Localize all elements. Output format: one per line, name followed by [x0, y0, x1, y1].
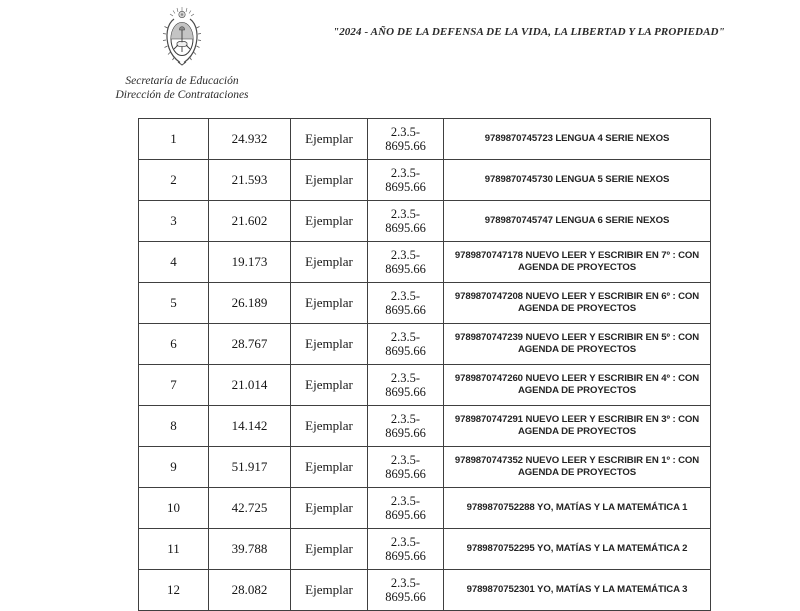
cell-item-index: 3: [139, 201, 209, 242]
cell-quantity: 51.917: [209, 447, 291, 488]
cell-unit: Ejemplar: [291, 283, 368, 324]
cell-unit: Ejemplar: [291, 406, 368, 447]
cell-description: 9789870752301 YO, MATÍAS Y LA MATEMÁTICA 3: [444, 570, 711, 611]
cell-quantity: 26.189: [209, 283, 291, 324]
budget-code-line-2: 8695.66: [385, 221, 426, 235]
cell-budget-code: [368, 365, 444, 406]
budget-code-line-1: 2.3.5-: [390, 207, 421, 221]
table-row: [139, 119, 711, 160]
cell-item-index: 7: [139, 365, 209, 406]
budget-code-line-1: 2.3.5-: [390, 330, 421, 344]
cell-quantity: 24.932: [209, 119, 291, 160]
budget-code-line-1: 2.3.5-: [390, 412, 421, 426]
cell-unit: Ejemplar: [291, 488, 368, 529]
items-table-body: [139, 119, 711, 611]
cell-budget-code: [368, 488, 444, 529]
cell-unit: Ejemplar: [291, 365, 368, 406]
cell-budget-code: [368, 570, 444, 611]
budget-code-line-2: 8695.66: [385, 344, 426, 358]
cell-unit: Ejemplar: [291, 570, 368, 611]
budget-code-line-1: 2.3.5-: [390, 166, 421, 180]
cell-item-index: 6: [139, 324, 209, 365]
cell-item-index: 12: [139, 570, 209, 611]
table-row: [139, 201, 711, 242]
budget-code-line-2: 8695.66: [385, 590, 426, 604]
cell-description: 9789870752295 YO, MATÍAS Y LA MATEMÁTICA 2: [444, 529, 711, 570]
cell-budget-code: [368, 201, 444, 242]
budget-code-line-2: 8695.66: [385, 139, 426, 153]
cell-budget-code: [368, 119, 444, 160]
cell-description: 9789870747352 NUEVO LEER Y ESCRIBIR EN 1º : CON AGENDA DE PROYECTOS: [444, 447, 711, 488]
budget-code-line-2: 8695.66: [385, 426, 426, 440]
cell-unit: Ejemplar: [291, 324, 368, 365]
cell-budget-code: [368, 406, 444, 447]
cell-description: 9789870747260 NUEVO LEER Y ESCRIBIR EN 4º : CON AGENDA DE PROYECTOS: [444, 365, 711, 406]
table-row: [139, 447, 711, 488]
budget-code-line-2: 8695.66: [385, 549, 426, 563]
cell-description: 9789870745747 LENGUA 6 SERIE NEXOS: [444, 201, 711, 242]
cell-item-index: 8: [139, 406, 209, 447]
cell-budget-code: [368, 242, 444, 283]
argentina-coat-of-arms-icon: [159, 6, 205, 68]
cell-quantity: 28.767: [209, 324, 291, 365]
cell-description: 9789870745730 LENGUA 5 SERIE NEXOS: [444, 160, 711, 201]
budget-code-line-1: 2.3.5-: [390, 576, 421, 590]
table-row: [139, 406, 711, 447]
cell-item-index: 10: [139, 488, 209, 529]
table-row: [139, 488, 711, 529]
cell-description: 9789870752288 YO, MATÍAS Y LA MATEMÁTICA 1: [444, 488, 711, 529]
cell-quantity: 21.593: [209, 160, 291, 201]
table-row: [139, 324, 711, 365]
letterhead-line-secretaria: Secretaría de Educación: [125, 75, 239, 87]
budget-code-line-1: 2.3.5-: [390, 125, 421, 139]
cell-item-index: 9: [139, 447, 209, 488]
cell-budget-code: [368, 283, 444, 324]
cell-budget-code: [368, 447, 444, 488]
cell-budget-code: [368, 324, 444, 365]
cell-unit: Ejemplar: [291, 201, 368, 242]
budget-code-line-1: 2.3.5-: [390, 535, 421, 549]
letterhead-line-direccion: Dirección de Contrataciones: [115, 89, 249, 101]
table-row: [139, 242, 711, 283]
cell-unit: Ejemplar: [291, 242, 368, 283]
table-row: [139, 570, 711, 611]
letterhead: [0, 0, 800, 112]
budget-code-line-2: 8695.66: [385, 467, 426, 481]
items-table: [138, 118, 711, 611]
budget-code-line-1: 2.3.5-: [390, 248, 421, 262]
budget-code-line-1: 2.3.5-: [390, 371, 421, 385]
cell-description: 9789870747239 NUEVO LEER Y ESCRIBIR EN 5º : CON AGENDA DE PROYECTOS: [444, 324, 711, 365]
cell-quantity: 39.788: [209, 529, 291, 570]
letterhead-emblem-block: [92, 6, 272, 102]
cell-unit: Ejemplar: [291, 447, 368, 488]
cell-unit: Ejemplar: [291, 119, 368, 160]
cell-budget-code: [368, 160, 444, 201]
cell-unit: Ejemplar: [291, 529, 368, 570]
table-row: [139, 529, 711, 570]
table-row: [139, 160, 711, 201]
cell-description: 9789870747178 NUEVO LEER Y ESCRIBIR EN 7º : CON AGENDA DE PROYECTOS: [444, 242, 711, 283]
cell-budget-code: [368, 529, 444, 570]
document-motto: "2024 - AÑO DE LA DEFENSA DE LA VIDA, LA LIBERTAD Y LA PROPIEDAD": [333, 26, 725, 38]
cell-description: 9789870747208 NUEVO LEER Y ESCRIBIR EN 6º : CON AGENDA DE PROYECTOS: [444, 283, 711, 324]
cell-quantity: 14.142: [209, 406, 291, 447]
cell-item-index: 1: [139, 119, 209, 160]
budget-code-line-1: 2.3.5-: [390, 453, 421, 467]
cell-quantity: 42.725: [209, 488, 291, 529]
cell-quantity: 19.173: [209, 242, 291, 283]
table-row: [139, 283, 711, 324]
budget-code-line-1: 2.3.5-: [390, 494, 421, 508]
table-row: [139, 365, 711, 406]
cell-quantity: 28.082: [209, 570, 291, 611]
budget-code-line-2: 8695.66: [385, 180, 426, 194]
budget-code-line-2: 8695.66: [385, 508, 426, 522]
cell-description: 9789870747291 NUEVO LEER Y ESCRIBIR EN 3º : CON AGENDA DE PROYECTOS: [444, 406, 711, 447]
budget-code-line-1: 2.3.5-: [390, 289, 421, 303]
cell-quantity: 21.014: [209, 365, 291, 406]
cell-description: 9789870745723 LENGUA 4 SERIE NEXOS: [444, 119, 711, 160]
cell-item-index: 5: [139, 283, 209, 324]
cell-item-index: 2: [139, 160, 209, 201]
cell-item-index: 11: [139, 529, 209, 570]
cell-unit: Ejemplar: [291, 160, 368, 201]
budget-code-line-2: 8695.66: [385, 262, 426, 276]
budget-code-line-2: 8695.66: [385, 385, 426, 399]
budget-code-line-2: 8695.66: [385, 303, 426, 317]
cell-quantity: 21.602: [209, 201, 291, 242]
cell-item-index: 4: [139, 242, 209, 283]
